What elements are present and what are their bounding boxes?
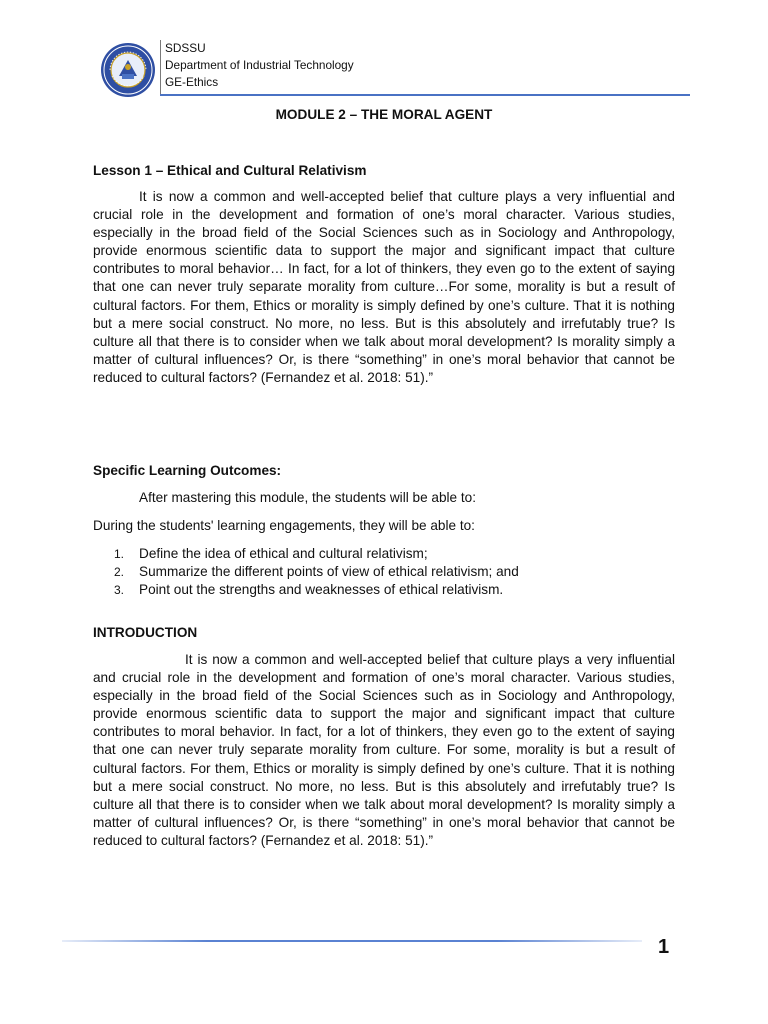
list-item: [93, 545, 519, 563]
outcomes-list: [93, 545, 519, 599]
header-institution: SDSSU: [165, 41, 206, 55]
header-text-block: [160, 40, 354, 96]
list-number: 3.: [114, 583, 125, 597]
university-seal-logo: [100, 42, 156, 98]
footer-divider: [62, 940, 642, 942]
introduction-heading: INTRODUCTION: [93, 625, 198, 640]
list-item: [93, 563, 519, 581]
lesson-title: Lesson 1 – Ethical and Cultural Relativism: [93, 163, 367, 178]
list-number: 2.: [114, 565, 125, 579]
page-header: [100, 40, 690, 100]
list-item: [93, 581, 519, 599]
list-number: 1.: [114, 547, 125, 561]
outcomes-during: During the students' learning engagements, they will be able to:: [93, 518, 475, 533]
outcomes-intro: After mastering this module, the students will be able to:: [139, 490, 476, 505]
page-number: 1: [658, 936, 670, 958]
header-department: Department of Industrial Technology: [165, 58, 354, 72]
outcomes-heading: Specific Learning Outcomes:: [93, 463, 282, 478]
document-body: [93, 104, 675, 848]
header-course: GE-Ethics: [165, 75, 219, 89]
lesson-paragraph: It is now a common and well-accepted belief that culture plays a very influential and crucial role in the development and formation of one’s moral character. Various studies, especially in the broad field of the Social Sciences such as in Sociology and Anthropology, provide enormous scientific data to support the major and significant impact that culture contributes to moral behavior… In fact, for a lot of thinkers, they even go to the extent of saying that one can never truly separate morality from culture…For some, morality is but a result of cultural factors. For them, Ethics or morality is simply defined by one’s culture. That it is nothing but a mere social construct. No more, no less. But is this absolutely and irrefutably true? Is culture all that there is to consider when we talk about moral development? Is morality simply a matter of cultural influences? Or, is there “something” in one’s moral behavior that cannot be reduced to cultural factors? (Fernandez et al. 2018: 51).”: [93, 189, 675, 385]
list-text: Summarize the different points of view of ethical relativism; and: [139, 564, 519, 579]
list-text: Define the idea of ethical and cultural relativism;: [139, 546, 428, 561]
module-title: MODULE 2 – THE MORAL AGENT: [275, 107, 493, 122]
list-text: Point out the strengths and weaknesses of ethical relativism.: [139, 582, 504, 597]
header-divider: [160, 94, 690, 96]
introduction-paragraph: It is now a common and well-accepted belief that culture plays a very influential and crucial role in the development and formation of one’s moral character. Various studies, especially in the broad field of the Social Sciences such as in Sociology and Anthropology, provide enormous scientific data to support the major and significant impact that culture contributes to moral behavior. In fact, for a lot of thinkers, they even go to the extent of saying that one can never truly separate morality from culture. For some, morality is but a result of cultural factors. For them, Ethics or morality is simply defined by one’s culture. That it is nothing but a mere social construct. No more, no less. But is this absolutely and irrefutably true? Is culture all that there is to consider when we talk about moral development? Is morality simply a matter of cultural influences? Or, is there “something” in one’s moral behavior that cannot be reduced to cultural factors? (Fernandez et al. 2018: 51).”: [93, 652, 675, 848]
